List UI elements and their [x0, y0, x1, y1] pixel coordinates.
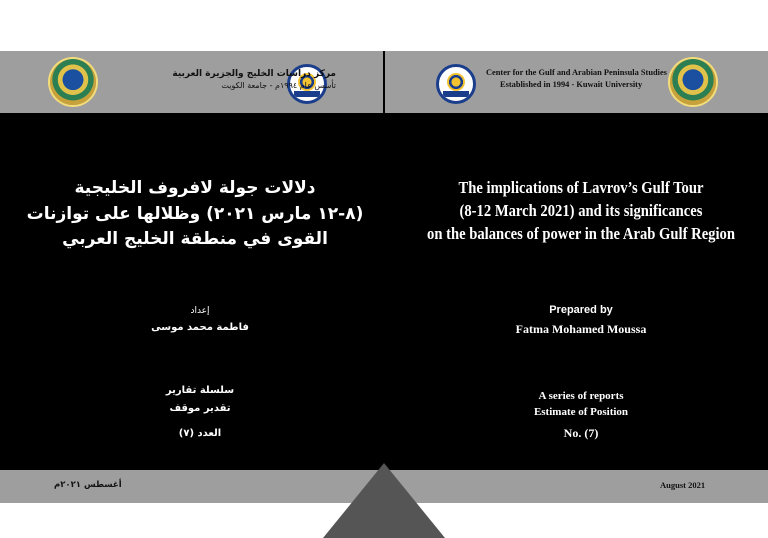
arabic-established: تأسس عام ١٩٩٤م - جامعة الكويت: [221, 81, 336, 90]
english-title-line: on the balances of power in the Arab Gulf Region: [427, 224, 735, 243]
arabic-series-line: سلسلة تقارير: [165, 385, 235, 396]
english-issue-number: No. (7): [563, 426, 599, 440]
arabic-author: فاطمة محمد موسى: [151, 322, 249, 333]
english-title-line: The implications of Lavrov’s Gulf Tour: [458, 178, 704, 197]
seal-base-icon: [443, 91, 469, 97]
english-title-line: (8-12 March 2021) and its significances: [459, 201, 703, 220]
english-established: Established in 1994 - Kuwait University: [500, 80, 643, 89]
english-author: Fatma Mohamed Moussa: [515, 322, 647, 336]
arabic-issue-number: العدد (٧): [178, 428, 222, 439]
english-prepared-by: Prepared by: [549, 304, 613, 316]
english-series: [400, 388, 762, 420]
arabic-title: [10, 176, 380, 253]
english-date: August 2021: [660, 480, 706, 490]
arabic-prepared-by: إعداد: [190, 306, 210, 316]
kuwait-university-seal-right: [436, 64, 476, 104]
english-header: [486, 67, 667, 91]
english-center-name: Center for the Gulf and Arabian Peninsula Studies: [486, 68, 667, 77]
gcc-emblem-right: [670, 59, 716, 105]
seal-core-icon: [447, 73, 465, 91]
english-series-line: Estimate of Position: [533, 406, 629, 418]
arabic-series-line: تقدير موقف: [169, 403, 231, 414]
arabic-title-line: دلالات جولة لافروف الخليجية: [74, 178, 316, 198]
arabic-header: [172, 68, 336, 92]
arabic-title-line: (٨-١٢ مارس ٢٠٢١) وظلالها على توازنات: [26, 203, 364, 224]
arabic-series: [80, 382, 320, 418]
arabic-title-line: القوى في منطقة الخليج العربي: [62, 229, 328, 249]
gcc-emblem-left: [50, 59, 96, 105]
arabic-center-name: مركز دراسات الخليج والجزيرة العربية: [172, 69, 336, 79]
center-triangle: [323, 463, 445, 538]
arabic-date: أغسطس ٢٠٢١م: [54, 480, 122, 490]
english-title: [400, 176, 762, 245]
english-series-line: A series of reports: [538, 390, 624, 402]
